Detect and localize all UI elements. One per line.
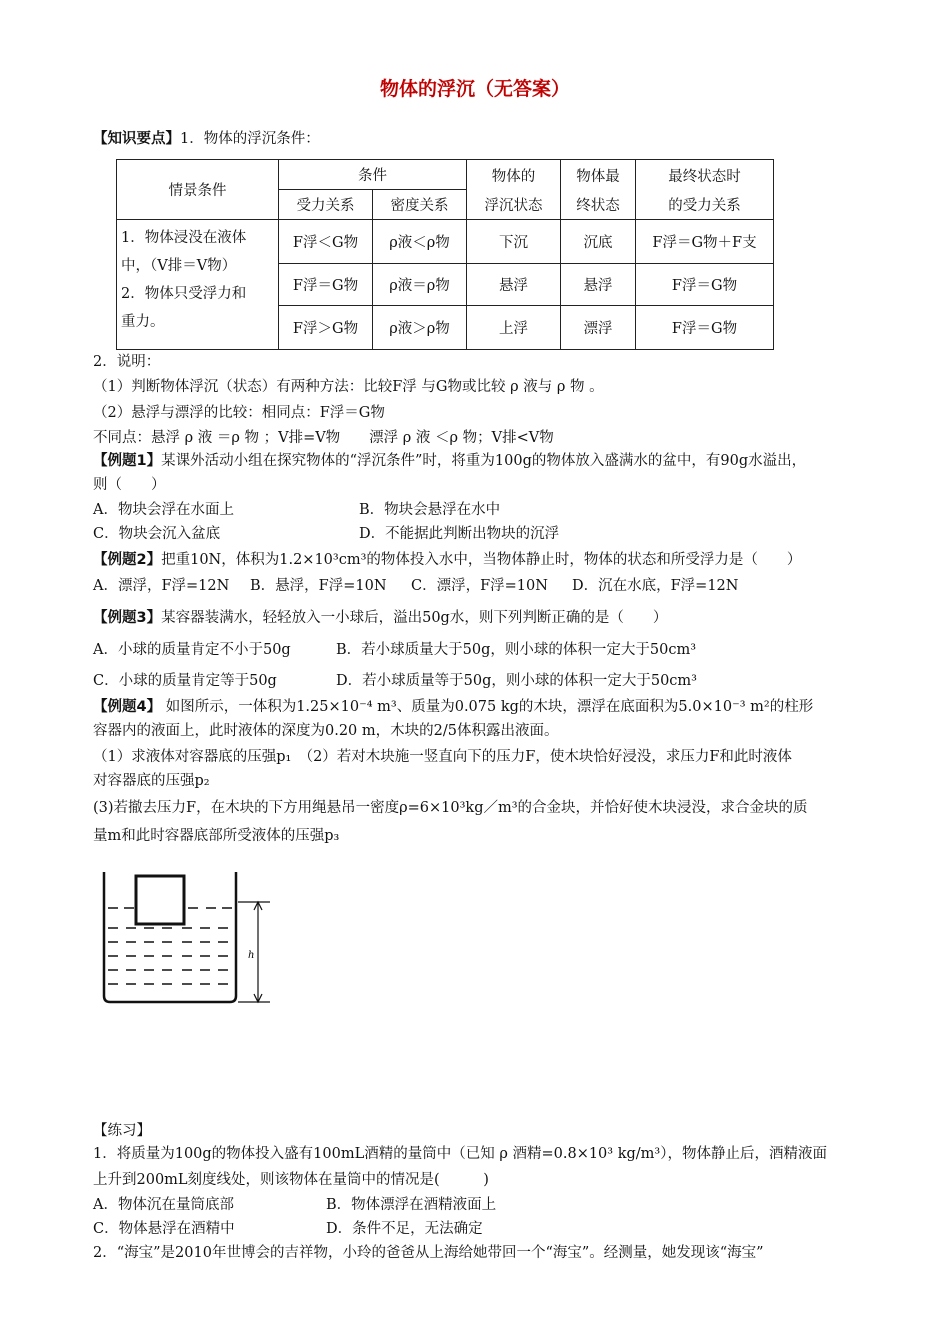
header-scene: 情景条件 bbox=[117, 160, 279, 220]
header-relation: 最终状态时 的受力关系 bbox=[636, 160, 774, 220]
example-1-option-d: D．不能据此判断出物块的沉浮 bbox=[359, 526, 560, 542]
example-4-line-2: 容器内的液面上，此时液体的深度为0.20 m，木块的2/5体积露出液面。 bbox=[93, 723, 559, 739]
example-3-stem bbox=[93, 608, 667, 628]
practice-tag: 【练习】 bbox=[93, 1123, 151, 1139]
example-3-option-c: C．小球的质量肯定等于50g bbox=[93, 673, 277, 689]
example-4-text: 如图所示，一体积为1.25×10⁻⁴ m³、质量为0.075 kg的木块，漂浮在底面积为5.0×10⁻³ m²的柱形 bbox=[161, 699, 814, 715]
row-sink-density: ρ液＜ρ物 bbox=[373, 220, 467, 264]
row-rise-density: ρ液＞ρ物 bbox=[373, 306, 467, 350]
row-rise-relation: F浮＝G物 bbox=[636, 306, 774, 350]
example-2-text: 把重10N，体积为1.2×10³cm³的物体投入水中，当物体静止时，物体的状态和所受浮力是（ ） bbox=[161, 552, 802, 568]
example-4-line-3: （1）求液体对容器底的压强p₁ （2）若对木块施一竖直向下的压力F，使木块恰好浸没，求压力F和此时液体 bbox=[93, 749, 792, 765]
depth-label: h bbox=[248, 950, 255, 961]
note-3: 不同点：悬浮 ρ 液 ＝ρ 物 ；V排=V物 漂浮 ρ 液 ＜ρ 物；V排<V物 bbox=[93, 430, 554, 446]
knowledge-heading bbox=[93, 129, 320, 149]
example-4-line-1 bbox=[93, 697, 813, 717]
row-rise-state: 上浮 bbox=[467, 306, 561, 350]
example-2-option-a: A．漂浮，F浮=12N bbox=[93, 578, 230, 594]
example-3-tag: 【例题3】 bbox=[93, 610, 162, 626]
example-3-option-d: D．若小球质量等于50g，则小球的体积一定大于50cm³ bbox=[336, 673, 697, 689]
row-suspend-state: 悬浮 bbox=[467, 264, 561, 306]
row-rise-force: F浮＞G物 bbox=[279, 306, 373, 350]
example-4-tag: 【例题4】 bbox=[93, 699, 162, 715]
example-2-option-b: B．悬浮，F浮=10N bbox=[250, 578, 387, 594]
practice-q1-option-a: A．物体沉在量筒底部 bbox=[93, 1197, 234, 1213]
row-rise-final: 漂浮 bbox=[561, 306, 636, 350]
row-suspend-force: F浮＝G物 bbox=[279, 264, 373, 306]
wooden-block bbox=[136, 876, 184, 924]
header-density: 密度关系 bbox=[373, 190, 467, 220]
float-condition-table bbox=[116, 159, 774, 350]
row-suspend-final: 悬浮 bbox=[561, 264, 636, 306]
row-sink-final: 沉底 bbox=[561, 220, 636, 264]
row-suspend-density: ρ液＝ρ物 bbox=[373, 264, 467, 306]
practice-q1-option-c: C．物体悬浮在酒精中 bbox=[93, 1221, 235, 1237]
practice-q1-option-b: B．物体漂浮在酒精液面上 bbox=[326, 1197, 497, 1213]
example-3-option-b: B．若小球质量大于50g，则小球的体积一定大于50cm³ bbox=[336, 642, 697, 658]
practice-q2-line-1: 2．“海宝”是2010年世博会的吉祥物，小玲的爸爸从上海给她带回一个“海宝”。经测量，她发现该“海宝” bbox=[93, 1245, 764, 1261]
practice-q1-line-1: 1．将质量为100g的物体投入盛有100mL酒精的量筒中（已知 ρ 酒精=0.8×10³ kg/m³），物体静止后，酒精液面 bbox=[93, 1146, 827, 1162]
header-condition: 条件 bbox=[279, 160, 467, 190]
header-final: 物体最 终状态 bbox=[561, 160, 636, 220]
example-1-option-c: C．物块会沉入盆底 bbox=[93, 526, 221, 542]
example-2-option-c: C．漂浮，F浮=10N bbox=[411, 578, 548, 594]
example-2-tag: 【例题2】 bbox=[93, 552, 162, 568]
practice-q1-line-2: 上升到200mL刻度线处，则该物体在量筒中的情况是( ) bbox=[93, 1172, 489, 1188]
example-1-stem bbox=[93, 451, 806, 471]
example-1-text: 某课外活动小组在探究物体的“浮沉条件”时，将重为100g的物体放入盛满水的盆中，有90g水溢出， bbox=[161, 453, 807, 469]
header-force: 受力关系 bbox=[279, 190, 373, 220]
notes-heading: 2．说明： bbox=[93, 354, 161, 370]
note-1: （1）判断物体浮沉（状态）有两种方法：比较F浮 与G物或比较 ρ 液与 ρ 物 。 bbox=[93, 379, 604, 395]
container-figure bbox=[94, 868, 274, 1010]
row-sink-force: F浮＜G物 bbox=[279, 220, 373, 264]
row-sink-state: 下沉 bbox=[467, 220, 561, 264]
example-4-line-6: 量m和此时容器底部所受液体的压强p₃ bbox=[93, 828, 340, 844]
example-1-option-a: A．物块会浮在水面上 bbox=[93, 502, 234, 518]
knowledge-tag: 【知识要点】 bbox=[93, 131, 180, 147]
example-4-line-5: (3)若撤去压力F，在木块的下方用绳悬吊一密度ρ=6×10³kg／m³的合金块，并恰好使木块浸没，求合金块的质 bbox=[93, 800, 808, 816]
example-3-text: 某容器装满水，轻轻放入一小球后，溢出50g水，则下列判断正确的是（ ） bbox=[161, 610, 668, 626]
header-state: 物体的 浮沉状态 bbox=[467, 160, 561, 220]
example-2-option-d: D．沉在水底，F浮=12N bbox=[572, 578, 739, 594]
scene-cell: 1．物体浸没在液体 中，（V排＝V物） 2．物体只受浮力和 重力。 bbox=[117, 220, 279, 350]
example-4-line-4: 对容器底的压强p₂ bbox=[93, 773, 210, 789]
example-1-option-b: B．物块会悬浮在水中 bbox=[359, 502, 501, 518]
note-2: （2）悬浮与漂浮的比较：相同点：F浮＝G物 bbox=[93, 405, 385, 421]
example-3-option-a: A．小球的质量肯定不小于50g bbox=[93, 642, 291, 658]
knowledge-text: 1．物体的浮沉条件： bbox=[180, 131, 320, 147]
row-suspend-relation: F浮＝G物 bbox=[636, 264, 774, 306]
example-2-stem bbox=[93, 550, 801, 570]
example-1-tag: 【例题1】 bbox=[93, 453, 162, 469]
practice-q1-option-d: D．条件不足，无法确定 bbox=[326, 1221, 483, 1237]
page-title: 物体的浮沉（无答案） bbox=[379, 78, 570, 100]
row-sink-relation: F浮＝G物＋F支 bbox=[636, 220, 774, 264]
example-1-stem-end: 则（ ） bbox=[93, 477, 166, 493]
